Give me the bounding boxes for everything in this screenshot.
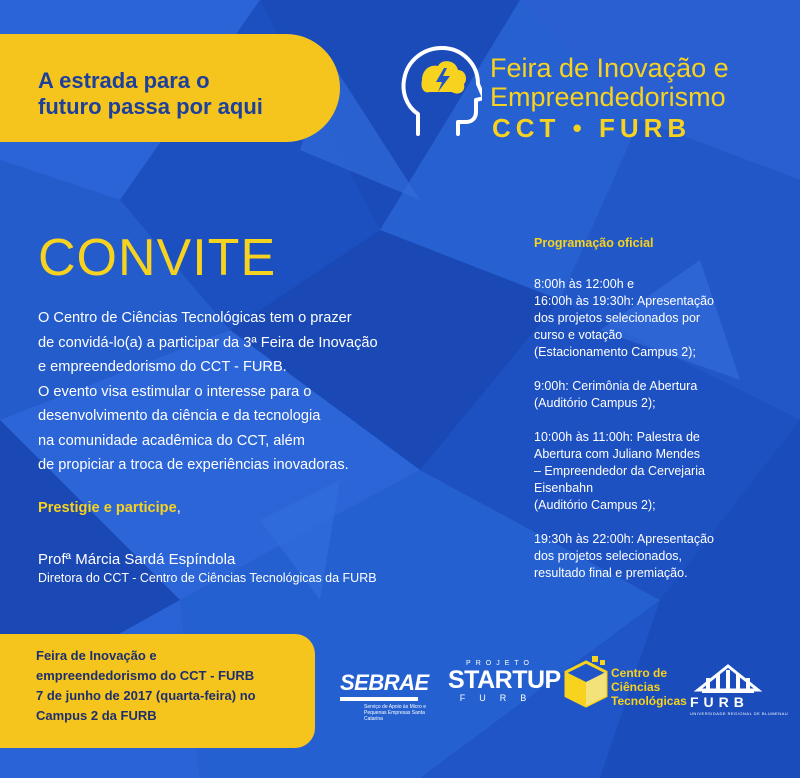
invitation-line: de propiciar a troca de experiências inovadoras. xyxy=(38,457,349,473)
invitation-body xyxy=(38,306,478,478)
closing-line xyxy=(38,500,181,516)
event-info xyxy=(36,646,316,726)
event-info-line: Campus 2 da FURB xyxy=(36,708,157,723)
sebrae-logo xyxy=(340,670,434,722)
program-item: 9:00h: Cerimônia de Abertura (Auditório Campus 2); xyxy=(534,379,698,410)
cct-cube-icon xyxy=(562,656,610,712)
invitation-line: O evento visa estimular o interesse para o xyxy=(38,383,312,400)
invitation-line: na comunidade acadêmica do CCT, além xyxy=(38,432,305,449)
furb-name: FURB xyxy=(690,694,749,710)
invitation-line: de convidá-lo(a) a participar da 3ª Feira de Inovação xyxy=(38,334,378,351)
event-title xyxy=(490,54,729,112)
cct-logo-text xyxy=(611,666,687,708)
furb-subtitle: UNIVERSIDADE REGIONAL DE BLUMENAU xyxy=(690,711,789,716)
cct-logo-line: Tecnológicas xyxy=(611,694,687,708)
event-info-line: 7 de junho de 2017 (quarta-feira) no xyxy=(36,688,256,703)
startup-name: STARTUP xyxy=(448,666,561,694)
head-lightbulb-icon xyxy=(398,44,482,140)
signer-name: Profª Márcia Sardá Espíndola xyxy=(38,551,236,568)
startup-suffix: FURB xyxy=(459,693,541,703)
tagline xyxy=(38,68,338,120)
sebrae-name: SEBRAE xyxy=(340,670,429,695)
event-info-line: empreendedorismo do CCT - FURB xyxy=(36,668,255,683)
program-list xyxy=(534,276,784,599)
signer-role: Diretora do CCT - Centro de Ciências Tecnológicas da FURB xyxy=(38,571,377,585)
invitation-line: e empreendedorismo do CCT - FURB. xyxy=(38,359,287,375)
program-item: 10:00h às 11:00h: Palestra de Abertura com Juliano Mendes – Empreendedor da Cervejaria Eisenbahn (Auditório Campus 2); xyxy=(534,430,705,512)
program-item: 8:00h às 12:00h e 16:00h às 19:30h: Apresentação dos projetos selecionados por curso e votação (Estacionamento Campus 2); xyxy=(534,277,715,359)
invitation-heading: CONVITE xyxy=(38,229,277,287)
startup-pre: PROJETO xyxy=(466,660,534,667)
event-title-line2: Empreendedorismo xyxy=(490,82,726,112)
cct-logo-line: Centro de xyxy=(611,666,668,680)
tagline-line1: A estrada para o xyxy=(38,68,210,93)
sebrae-subtitle: Serviço de Apoio às Micro e Pequenas Empresas Santa Catarina xyxy=(364,704,426,722)
closing-bold: Prestigie e participe xyxy=(38,500,177,516)
tagline-line2: futuro passa por aqui xyxy=(38,94,263,119)
invitation-line: O Centro de Ciências Tecnológicas tem o prazer xyxy=(38,310,352,326)
event-title-line1: Feira de Inovação e xyxy=(490,53,729,83)
program-item: 19:30h às 22:00h: Apresentação dos projetos selecionados, resultado final e premiação. xyxy=(534,532,715,580)
event-info-line: Feira de Inovação e xyxy=(36,648,157,663)
sebrae-bar xyxy=(340,697,418,701)
invitation-line: desenvolvimento da ciência e da tecnologia xyxy=(38,408,321,424)
cct-logo-line: Ciências xyxy=(611,680,661,694)
closing-tail: , xyxy=(176,500,181,516)
startup-logo xyxy=(448,660,561,703)
event-title-line3: CCT • FURB xyxy=(492,113,692,143)
program-title: Programação oficial xyxy=(534,236,654,250)
